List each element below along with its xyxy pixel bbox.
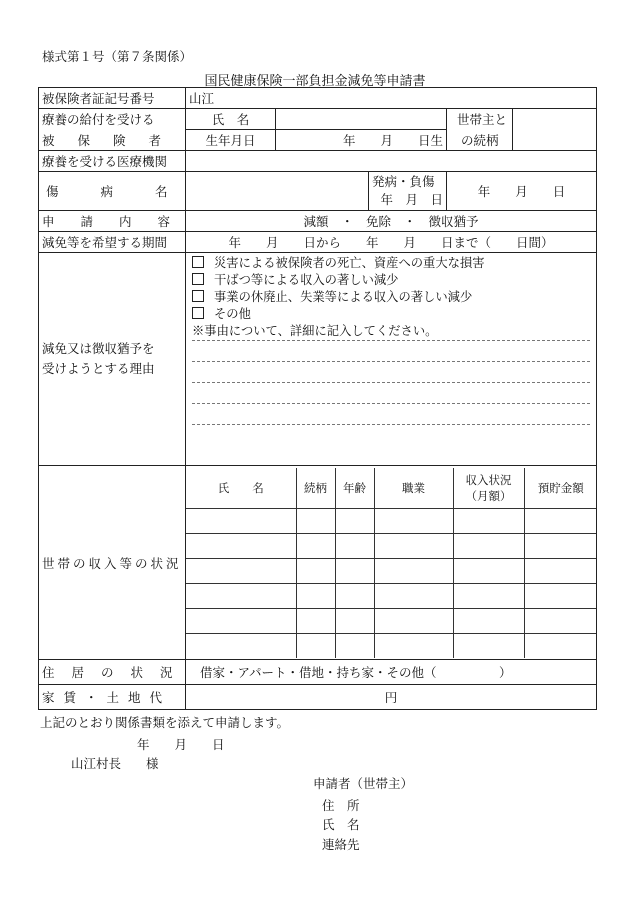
statement-text: 上記のとおり関係書類を添えて申請します。 [40,715,290,730]
recipient-name-field[interactable] [276,109,447,130]
table-row [186,608,597,633]
household-table-cell [186,466,597,660]
table-row [186,558,597,583]
care-recipient-label-1: 療養の給付を受ける [39,109,186,130]
reason-label-2: 受けようとする理由 [42,361,155,376]
household-cell[interactable] [335,533,374,558]
reason-writing-line[interactable] [192,383,590,404]
household-cell[interactable] [453,558,524,583]
household-cell[interactable] [186,508,296,533]
household-cell[interactable] [335,558,374,583]
household-cell[interactable] [524,633,597,658]
household-cell[interactable] [186,558,296,583]
household-cell[interactable] [453,608,524,633]
applicant-name-label: 氏 名 [322,817,360,832]
residence-options[interactable]: 借家・アパート・借地・持ち家・その他（ ） [186,660,597,685]
insured-number-row [39,88,597,109]
onset-label-1: 発病・負傷 [372,174,435,189]
applicant-label: 申請者（世帯主） [313,776,414,791]
institution-label: 療養を受ける医療機関 [39,151,186,172]
household-cell[interactable] [374,608,453,633]
household-cell[interactable] [296,558,335,583]
period-label: 減免等を希望する期間 [39,232,186,253]
application-date[interactable]: 年 月 日 [137,737,225,752]
onset-label-2: 年 月 日 [380,192,443,207]
household-cell[interactable] [186,533,296,558]
head-relation-label-1: 世帯主と [447,109,513,130]
head-relation-field[interactable] [513,109,597,151]
household-cell[interactable] [296,508,335,533]
household-cell[interactable] [186,608,296,633]
reason-label [39,253,186,466]
care-recipient-label-2: 被保険者 [39,130,186,151]
rent-label: 家賃・土地代 [39,685,186,710]
application-form-table [38,87,597,710]
onset-date-field[interactable]: 年 月 日 [447,172,597,211]
household-cell[interactable] [453,508,524,533]
addressee: 山江村長 様 [71,756,159,771]
insured-number-label: 被保険者証記号番号 [39,88,186,109]
household-cell[interactable] [374,633,453,658]
onset-label [369,172,447,211]
reason-option-3[interactable]: 事業の休廃止、失業等による収入の著しい減少 [192,289,590,306]
application-options[interactable]: 減額 ・ 免除 ・ 徴収猶予 [186,211,597,232]
birthdate-label: 生年月日 [186,130,276,151]
household-cell[interactable] [524,558,597,583]
reason-writing-line[interactable] [192,404,590,425]
household-cell[interactable] [524,508,597,533]
reason-option-1[interactable]: 災害による被保険者の死亡、資産への重大な損害 [192,255,590,272]
header-occupation: 職業 [374,468,453,509]
header-income-2: （月額） [465,488,512,503]
rent-field[interactable]: 円 [186,685,597,710]
head-relation-label-2: の続柄 [447,130,513,151]
application-row [39,211,597,232]
header-relation: 続柄 [296,468,335,509]
header-age: 年齢 [335,468,374,509]
reason-writing-line[interactable] [192,425,590,445]
household-income-table [186,468,597,658]
household-cell[interactable] [296,608,335,633]
header-income [453,468,524,509]
household-cell[interactable] [186,583,296,608]
reason-option-4[interactable]: その他 [192,306,590,323]
household-cell[interactable] [524,533,597,558]
disease-row [39,172,597,211]
household-cell[interactable] [335,633,374,658]
disease-field[interactable] [186,172,369,211]
application-label: 申請内容 [39,211,186,232]
header-income-1: 収入状況 [465,472,512,487]
household-row [39,466,597,660]
period-row [39,232,597,253]
table-row [186,533,597,558]
household-cell[interactable] [374,533,453,558]
reason-field [186,253,597,466]
reason-writing-line[interactable] [192,362,590,383]
household-cell[interactable] [335,583,374,608]
period-field[interactable]: 年 月 日から 年 月 日まで（ 日間） [186,232,597,253]
name-label: 氏 名 [186,109,276,130]
reason-writing-line[interactable] [192,341,590,362]
residence-label: 住居の状況 [39,660,186,685]
table-row [186,508,597,533]
household-header-row [186,468,597,509]
checkbox-icon[interactable] [192,273,204,285]
household-cell[interactable] [374,583,453,608]
household-cell[interactable] [453,583,524,608]
household-label: 世帯の収入等の状況 [39,466,186,660]
institution-row [39,151,597,172]
reason-row [39,253,597,466]
birthdate-field[interactable]: 年 月 日生 [276,130,447,151]
reason-note: ※事由について、詳細に記入してください。 [192,323,590,341]
table-row [186,583,597,608]
household-cell[interactable] [374,558,453,583]
household-cell[interactable] [374,508,453,533]
household-cell[interactable] [335,608,374,633]
recipient-row-1 [39,109,597,130]
household-cell[interactable] [296,633,335,658]
address-label: 住 所 [322,798,360,813]
household-cell[interactable] [335,508,374,533]
residence-row [39,660,597,685]
table-row [186,633,597,658]
household-cell[interactable] [524,583,597,608]
household-cell[interactable] [296,533,335,558]
institution-field[interactable] [186,151,597,172]
disease-label: 傷病名 [39,172,186,211]
household-cell[interactable] [186,633,296,658]
form-number-label: 様式第１号（第７条関係） [42,49,193,64]
checkbox-icon[interactable] [192,256,204,268]
household-cell[interactable] [453,533,524,558]
household-cell[interactable] [296,583,335,608]
rent-row [39,685,597,710]
checkbox-icon[interactable] [192,307,204,319]
checkbox-icon[interactable] [192,290,204,302]
household-cell[interactable] [524,608,597,633]
household-cell[interactable] [453,633,524,658]
contact-label: 連絡先 [322,837,360,852]
reason-option-2[interactable]: 干ばつ等による収入の著しい減少 [192,272,590,289]
reason-label-1: 減免又は徴収猶予を [42,341,155,356]
header-name: 氏 名 [186,468,296,509]
form-title: 国民健康保険一部負担金減免等申請書 [204,74,426,89]
header-savings: 預貯金額 [524,468,597,509]
insured-number-field[interactable]: 山江 [186,88,597,109]
